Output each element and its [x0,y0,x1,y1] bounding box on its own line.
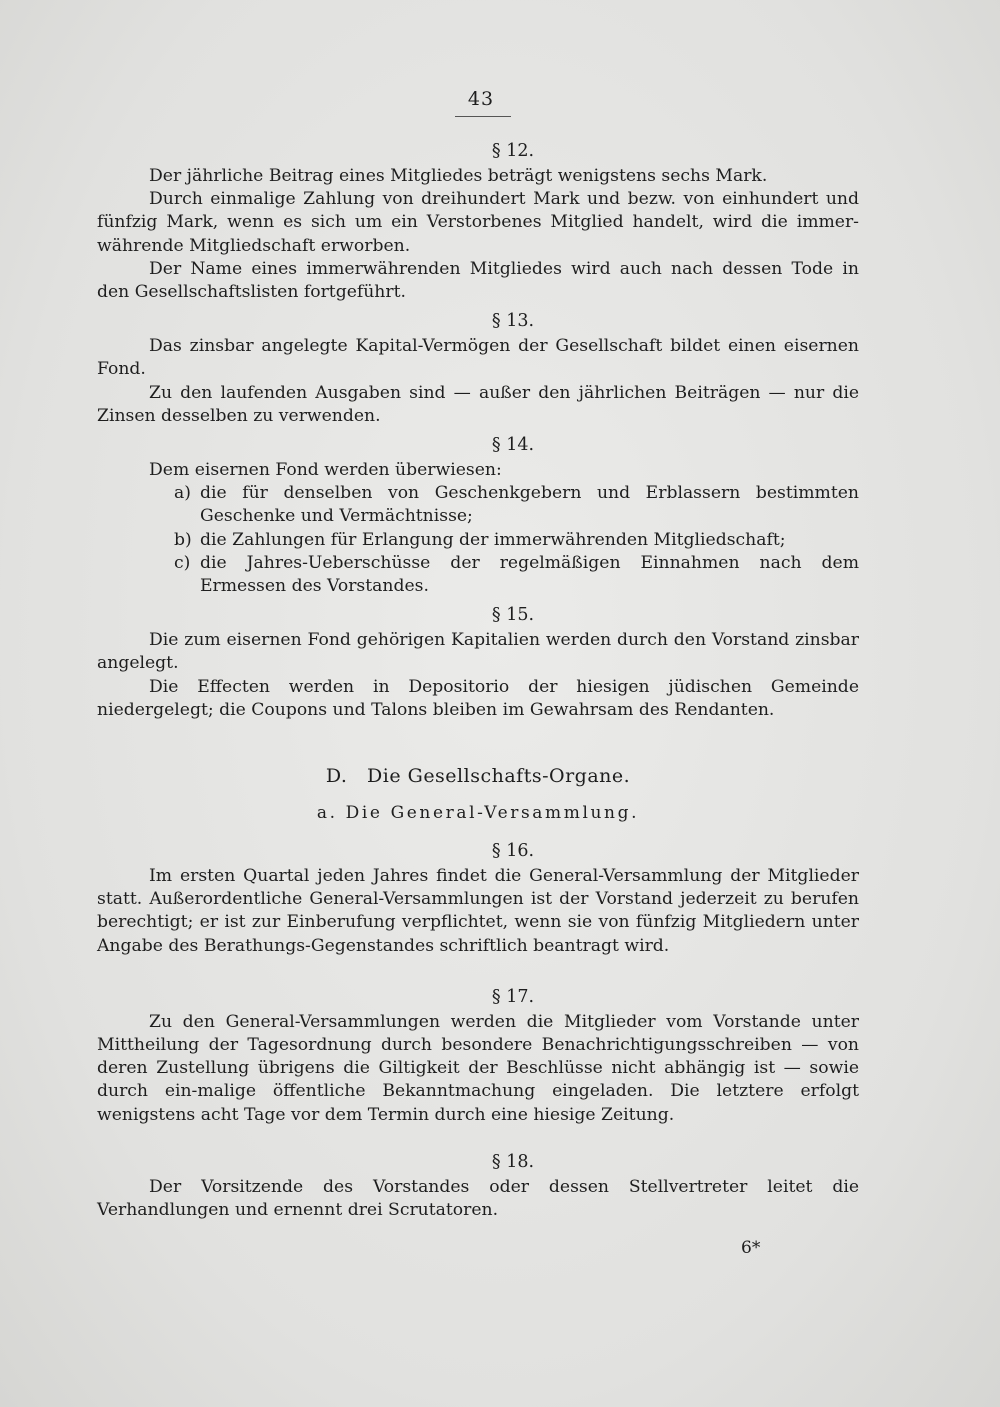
signature-mark: 6* [741,1238,761,1258]
page-number-rule [455,116,511,117]
section-13 [97,308,859,428]
paragraph: Im ersten Quartal jeden Jahres findet die General-Versammlung der Mitglieder statt. Außerordentliche General-Versammlungen ist der Vorstand jederzeit zu berufen berechtigt; er ist zur Einberufung verpflichtet, wenn sie von fünfzig Mitgliedern unter Angabe des Berathungs-Gegenstandes schriftlich beantragt wird. [97,866,859,956]
section-heading: § 15. [491,605,535,626]
paragraph: Der jährliche Beitrag eines Mitgliedes beträgt wenigstens sechs Mark. [149,166,768,186]
section-16 [97,838,859,958]
paragraph: Die zum eisernen Fond gehörigen Kapitalien werden durch den Vorstand zinsbar angelegt. [97,630,859,674]
list-item-text: die Zahlungen für Erlangung der immerwährenden Mitgliedschaft; [200,529,786,550]
section-heading: § 14. [491,435,535,456]
list-item-text: die Jahres-Ueberschüsse der regelmäßigen Einnahmen nach dem Ermessen des Vorstandes. [200,552,859,597]
list-item-label: b) [174,529,192,550]
paragraph: Der Vorsitzende des Vorstandes oder dessen Stellvertreter leitet die Verhandlungen und ernennt drei Scrutatoren. [97,1176,859,1221]
list-item-text: die für denselben von Geschenkgebern und Erblassern bestimmten Geschenke und Vermächtnisse; [200,483,859,527]
list-item [97,482,859,528]
section-14 [97,432,859,598]
paragraph: Das zinsbar angelegte Kapital-Vermögen der Gesellschaft bildet einen eisernen Fond. [97,336,859,380]
section-17 [97,984,859,1127]
section-heading: § 12. [491,141,535,161]
sub-heading: a. Die General-Versammlung. [316,803,640,824]
section-heading: § 18. [491,1151,535,1172]
paragraph: Dem eisernen Fond werden überwiesen: [149,460,502,481]
paragraph: Durch einmalige Zahlung von dreihundert Mark und bezw. von einhundert und fünfzig Mark, wenn es sich um ein Verstorbenes Mitglied handelt, wird die immer-währende Mitgliedschaft erworben. [97,189,859,256]
paragraph: Zu den laufenden Ausgaben sind — außer den jährlichen Beiträgen — nur die Zinsen desselben zu verwenden. [97,382,859,426]
section-18 [97,1149,859,1222]
paragraph: Die Effecten werden in Depositorio der hiesigen jüdischen Gemeinde niedergelegt; die Coupons und Talons bleiben im Gewahrsam des Rendanten. [97,676,859,720]
section-12 [97,138,859,304]
list-item-label: c) [174,552,191,573]
section-15 [97,602,859,722]
section-heading: § 16. [491,841,535,862]
list-item [97,552,859,598]
paragraph: Zu den General-Versammlungen werden die Mitglieder vom Vorstande unter Mittheilung der Tagesordnung durch besondere Benachrichtigungsschreiben — von deren Zustellung übrigens die Giltigkeit der Beschlüsse nicht abhängig ist — sowie durch ein-malige öffentliche Bekanntmachung eingeladen. Die letztere erfolgt wenigstens acht Tage vor dem Termin durch eine hiesige Zeitung. [97,1011,859,1125]
document-body [97,138,859,1222]
list-item-label: a) [174,483,191,504]
section-heading: § 17. [491,986,535,1007]
section-heading: § 13. [491,311,535,332]
paragraph: Der Name eines immerwährenden Mitgliedes wird auch nach dessen Tode in den Gesellschaftslisten fortgeführt. [97,258,859,303]
list-item [97,529,859,552]
part-d [97,762,859,826]
page-number: 43 [467,88,495,110]
part-heading: D. Die Gesellschafts-Organe. [325,765,631,788]
